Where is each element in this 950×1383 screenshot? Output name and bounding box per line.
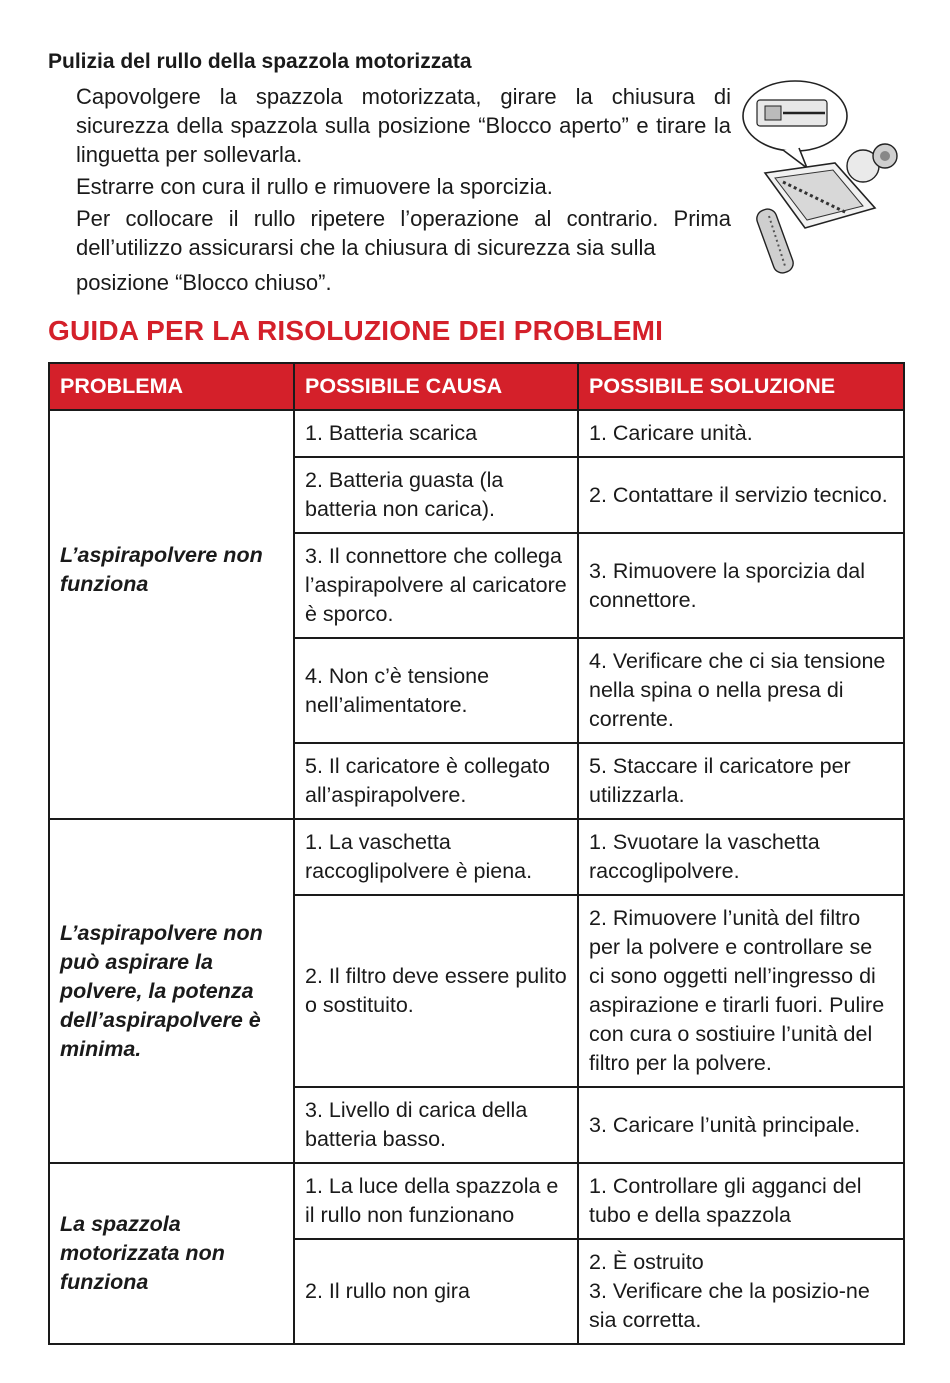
header-possibile-soluzione: POSSIBILE SOLUZIONE: [578, 363, 904, 410]
table-row: [49, 1163, 904, 1239]
cause-cell: 2. Batteria guasta (la batteria non carica).: [294, 457, 578, 533]
cleaning-instructions: [76, 82, 731, 300]
solution-cell: 4. Verificare che ci sia tensione nella spina o nella presa di corrente.: [578, 638, 904, 743]
problem-cell: La spazzola motorizzata non funziona: [49, 1163, 294, 1344]
instruction-paragraph: Per collocare il rullo ripetere l’operazione al contrario. Prima dell’utilizzo assicurarsi che la chiusura di sicurezza sia sulla: [76, 206, 731, 260]
header-problema: PROBLEMA: [49, 363, 294, 410]
solution-cell: [578, 1239, 904, 1344]
header-possibile-causa: POSSIBILE CAUSA: [294, 363, 578, 410]
instruction-paragraph: Estrarre con cura il rullo e rimuovere la sporcizia.: [76, 174, 553, 199]
solution-cell: 2. Rimuovere l’unità del filtro per la polvere e controllare se ci sono oggetti nell’ingresso di aspirazione e tirarli fuori. Pulire con cura o sostiuire l’unità del filtro per la polvere.: [578, 895, 904, 1087]
cause-cell: 1. La vaschetta raccoglipolvere è piena.: [294, 819, 578, 895]
troubleshooting-table: [48, 362, 905, 1345]
solution-line: 2. È ostruito: [589, 1250, 704, 1274]
table-header-row: [49, 363, 904, 410]
section-heading: Pulizia del rullo della spazzola motorizzata: [48, 50, 472, 73]
cause-cell: 4. Non c’è tensione nell’alimentatore.: [294, 638, 578, 743]
cause-cell: 2. Il rullo non gira: [294, 1239, 578, 1344]
solution-cell: 1. Controllare gli agganci del tubo e della spazzola: [578, 1163, 904, 1239]
table-row: [49, 410, 904, 457]
solution-cell: 2. Contattare il servizio tecnico.: [578, 457, 904, 533]
solution-cell: 5. Staccare il caricatore per utilizzarla.: [578, 743, 904, 819]
cause-cell: 1. Batteria scarica: [294, 410, 578, 457]
instruction-paragraph: Capovolgere la spazzola motorizzata, girare la chiusura di sicurezza della spazzola sulla posizione “Blocco aperto” e tirare la linguetta per sollevarla.: [76, 84, 731, 167]
cause-cell: 2. Il filtro deve essere pulito o sostituito.: [294, 895, 578, 1087]
cause-cell: 5. Il caricatore è collegato all’aspirapolvere.: [294, 743, 578, 819]
solution-cell: 1. Caricare unità.: [578, 410, 904, 457]
cause-cell: 3. Livello di carica della batteria basso.: [294, 1087, 578, 1163]
problem-cell: L’aspirapolvere non funziona: [49, 410, 294, 819]
solution-line: 3. Verificare che la posizio-ne sia corretta.: [589, 1279, 870, 1332]
problem-cell: L’aspirapolvere non può aspirare la polvere, la potenza dell’aspirapolvere è minima.: [49, 819, 294, 1163]
troubleshooting-title: GUIDA PER LA RISOLUZIONE DEI PROBLEMI: [48, 315, 664, 346]
cause-cell: 1. La luce della spazzola e il rullo non funzionano: [294, 1163, 578, 1239]
table-row: [49, 819, 904, 895]
instruction-paragraph: posizione “Blocco chiuso”.: [76, 270, 332, 295]
solution-cell: 3. Rimuovere la sporcizia dal connettore.: [578, 533, 904, 638]
cause-cell: 3. Il connettore che collega l’aspirapolvere al caricatore è sporco.: [294, 533, 578, 638]
brush-roller-illustration: [735, 78, 910, 278]
solution-cell: 1. Svuotare la vaschetta raccoglipolvere.: [578, 819, 904, 895]
solution-cell: 3. Caricare l’unità principale.: [578, 1087, 904, 1163]
